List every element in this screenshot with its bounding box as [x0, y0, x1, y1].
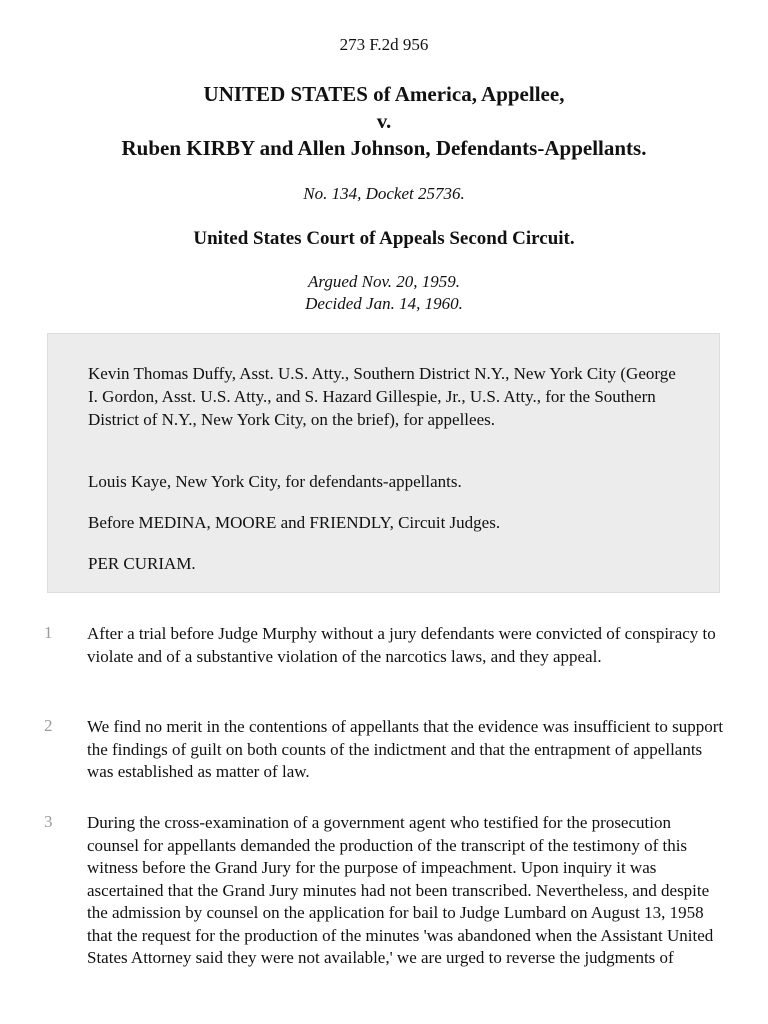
docket-number: No. 134, Docket 25736. [303, 184, 465, 203]
paragraph-number: 1 [44, 623, 53, 642]
opinion-paragraph: During the cross-examination of a government agent who testified for the prosecution counsel for appellants demanded the production of the transcript of the testimony of this witness before the Grand Jury for the purpose of impeachment. Upon inquiry it was ascertained that the Grand Jury minutes had not been transcribed. Nevertheless, and despite the admission by counsel on the application for bail to Judge Lumbard on August 13, 1958 that the request for the production of the minutes 'was abandoned when the Assistant United States Attorney said they were not available,' we are urged to reverse the judgments of [87, 813, 714, 967]
case-title-appellants: Ruben KIRBY and Allen Johnson, Defendants-Appellants. [121, 136, 647, 160]
case-citation: 273 F.2d 956 [339, 35, 429, 54]
counsel-block [47, 333, 720, 593]
counsel-appellees: Kevin Thomas Duffy, Asst. U.S. Atty., Southern District N.Y., New York City (George I. Gordon, Asst. U.S. Atty., and S. Hazard Gillespie, Jr., U.S. Atty., for the Southern District of N.Y., New York City, on the brief), for appellees. [88, 364, 676, 429]
decided-date: Decided Jan. 14, 1960. [305, 294, 463, 313]
case-dates [0, 271, 768, 315]
counsel-appellants: Louis Kaye, New York City, for defendants-appellants. [88, 472, 462, 491]
case-title-versus: v. [376, 109, 392, 133]
opinion-paragraph: After a trial before Judge Murphy without a jury defendants were convicted of conspiracy to violate and of a substantive violation of the narcotics laws, and they appeal. [87, 624, 716, 666]
paragraph-number: 2 [44, 716, 53, 735]
case-title-appellee: UNITED STATES of America, Appellee, [203, 82, 565, 106]
panel-judges: Before MEDINA, MOORE and FRIENDLY, Circuit Judges. [88, 513, 501, 532]
per-curiam-heading: PER CURIAM. [88, 554, 196, 573]
paragraph-number: 3 [44, 812, 53, 831]
argued-date: Argued Nov. 20, 1959. [307, 272, 461, 291]
case-title [0, 81, 768, 162]
opinion-paragraph: We find no merit in the contentions of appellants that the evidence was insufficient to support the findings of guilt on both counts of the indictment and that the entrapment of appellants was established as matter of law. [87, 717, 724, 781]
court-name: United States Court of Appeals Second Circuit. [193, 228, 575, 249]
